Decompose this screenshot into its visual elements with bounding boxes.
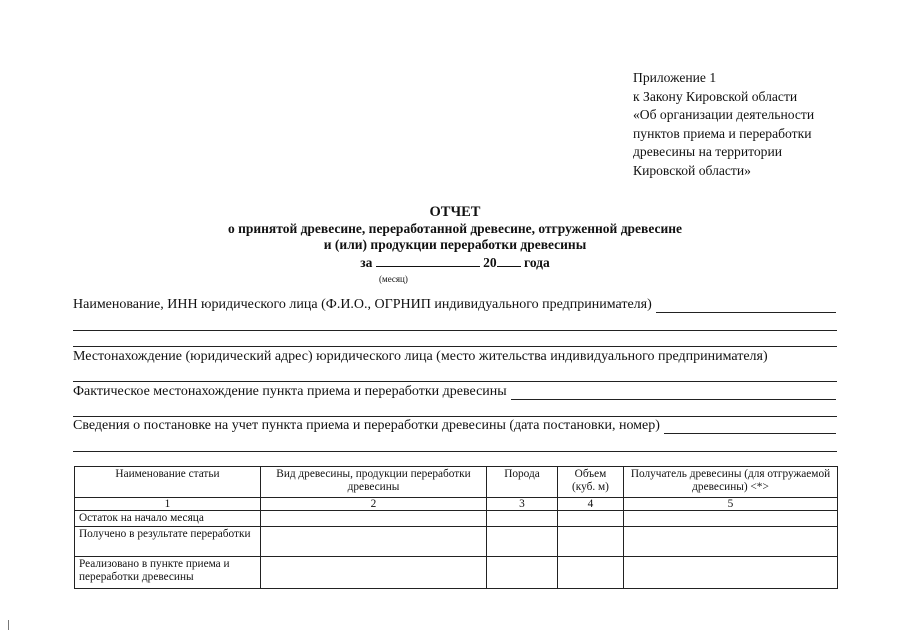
- registration-blank[interactable]: [664, 419, 836, 434]
- appendix-note: [633, 69, 893, 181]
- appendix-line: Кировской области»: [633, 162, 751, 178]
- table-cell[interactable]: [624, 511, 838, 527]
- table-cell[interactable]: [261, 527, 487, 557]
- month-blank-field[interactable]: [376, 254, 480, 267]
- table-cell[interactable]: [487, 557, 558, 589]
- legal-address-line[interactable]: [73, 381, 837, 382]
- registration-label: Сведения о постановке на учет пункта приема и переработки древесины (дата постановки, номер): [73, 418, 660, 433]
- entity-name-continuation-line[interactable]: [73, 330, 837, 331]
- column-number: 4: [558, 498, 624, 511]
- column-number: 1: [75, 498, 261, 511]
- table-cell[interactable]: [487, 511, 558, 527]
- header-volume: Объем (куб. м): [558, 467, 624, 498]
- table-row: [75, 527, 838, 557]
- header-species: Порода: [487, 467, 558, 498]
- table-cell[interactable]: [624, 527, 838, 557]
- period-year: 20: [483, 255, 497, 270]
- header-article-name: Наименование статьи: [75, 467, 261, 498]
- entity-name-label: Наименование, ИНН юридического лица (Ф.И.О., ОГРНИП индивидуального предпринимателя): [73, 297, 652, 312]
- actual-location-blank[interactable]: [511, 385, 836, 400]
- period-suffix: года: [524, 255, 550, 270]
- table-row: [75, 557, 838, 589]
- legal-address-field[interactable]: [73, 349, 836, 365]
- row-label: Реализовано в пункте приема и переработки древесины: [75, 557, 261, 589]
- table-cell[interactable]: [558, 527, 624, 557]
- header-wood-type: Вид древесины, продукции переработки древесины: [261, 467, 487, 498]
- report-subtitle-line2: и (или) продукции переработки древесины: [323, 237, 587, 252]
- appendix-line: Приложение 1: [633, 70, 717, 85]
- row-label: Получено в результате переработки: [75, 527, 261, 557]
- registration-continuation-line[interactable]: [73, 451, 837, 452]
- period-prefix: за: [360, 255, 373, 270]
- year-blank-field[interactable]: [497, 254, 521, 267]
- report-subtitle-line1: о принятой древесине, переработанной древесине, отгруженной древесине: [227, 221, 683, 236]
- month-hint: (месяц): [379, 274, 408, 284]
- actual-location-field[interactable]: [73, 384, 836, 400]
- row-label: Остаток на начало месяца: [75, 511, 261, 527]
- table-cell[interactable]: [558, 557, 624, 589]
- table-header-row: [75, 467, 838, 498]
- appendix-line: древесины на территории: [633, 144, 783, 160]
- actual-location-continuation-line[interactable]: [73, 416, 837, 417]
- table-cell[interactable]: [558, 511, 624, 527]
- column-number: 2: [261, 498, 487, 511]
- legal-address-label: Местонахождение (юридический адрес) юридического лица (место жительства индивидуального предпринимателя): [73, 349, 768, 364]
- registration-field[interactable]: [73, 418, 836, 434]
- appendix-line: «Об организации деятельности: [633, 107, 815, 123]
- table-cell[interactable]: [487, 527, 558, 557]
- entity-name-field[interactable]: [73, 297, 836, 313]
- scan-margin-mark: [8, 620, 9, 630]
- report-table: [74, 466, 838, 589]
- appendix-line: к Закону Кировской области: [633, 88, 798, 104]
- table-cell[interactable]: [624, 557, 838, 589]
- report-title-block: [150, 204, 760, 271]
- column-number: 5: [624, 498, 838, 511]
- appendix-line: пунктов приема и переработки: [633, 125, 812, 141]
- header-recipient: Получатель древесины (для отгружаемой древесины) <*>: [624, 467, 838, 498]
- actual-location-label: Фактическое местонахождение пункта приема и переработки древесины: [73, 384, 507, 399]
- report-period: [150, 254, 760, 271]
- column-number: 3: [487, 498, 558, 511]
- report-title: ОТЧЕТ: [429, 204, 481, 220]
- table-cell[interactable]: [261, 511, 487, 527]
- table-row: [75, 511, 838, 527]
- entity-name-continuation-line-2[interactable]: [73, 346, 837, 347]
- table-column-numbers-row: [75, 498, 838, 511]
- table-cell[interactable]: [261, 557, 487, 589]
- entity-name-blank[interactable]: [656, 298, 836, 313]
